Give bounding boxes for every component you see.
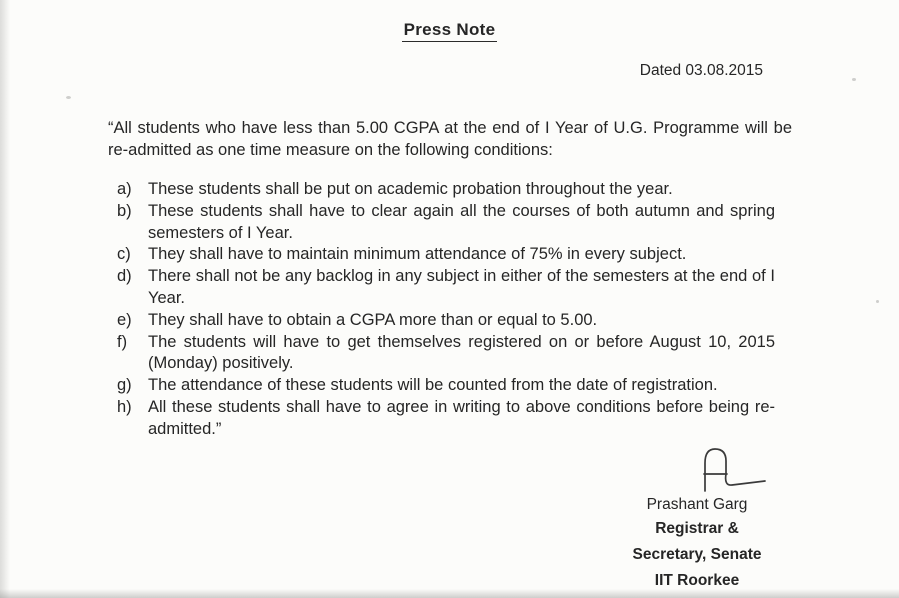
- signature-scribble-icon: [695, 446, 773, 494]
- condition-item-e: [117, 310, 775, 332]
- signatory-organization: IIT Roorkee: [654, 572, 740, 589]
- intro-paragraph: “All students who have less than 5.00 CGPA at the end of I Year of U.G. Programme will be re-admitted as one time measure on the following conditions:: [108, 119, 792, 159]
- condition-text: All these students shall have to agree in writing to above conditions before being re-admitted.”: [148, 397, 775, 438]
- condition-label: h): [117, 397, 132, 416]
- condition-text: The students will have to get themselves registered on or before August 10, 2015 (Monday) positively.: [148, 332, 775, 373]
- condition-label: b): [117, 201, 132, 220]
- document-title-text: Press Note: [402, 20, 498, 42]
- signatory-name: Prashant Garg: [646, 496, 748, 513]
- signature-block: [617, 446, 777, 598]
- condition-text: These students shall have to clear again all the courses of both autumn and spring semesters of I Year.: [148, 201, 775, 242]
- condition-item-d: [117, 266, 775, 310]
- conditions-list: [117, 179, 775, 441]
- scan-speck: [876, 300, 879, 303]
- condition-item-b: [117, 201, 775, 245]
- condition-label: a): [117, 180, 132, 198]
- scan-speck: [66, 96, 71, 99]
- signatory-title-registrar: Registrar &: [655, 520, 739, 537]
- condition-label: e): [117, 310, 132, 329]
- condition-text: There shall not be any backlog in any subject in either of the semesters at the end of I Year.: [148, 267, 775, 307]
- condition-text: These students shall be put on academic probation throughout the year.: [148, 180, 673, 198]
- condition-text: They shall have to obtain a CGPA more than or equal to 5.00.: [148, 310, 598, 329]
- condition-label: f): [117, 332, 128, 351]
- condition-item-h: [117, 397, 775, 441]
- signatory-title-secretary: Secretary, Senate: [632, 546, 762, 563]
- condition-text: The attendance of these students will be counted from the date of registration.: [148, 376, 718, 395]
- condition-label: g): [117, 376, 132, 395]
- document-title: [0, 20, 899, 42]
- scan-speck: [852, 78, 856, 81]
- scan-edge-artifact: [0, 0, 10, 598]
- condition-text: They shall have to maintain minimum attendance of 75% in every subject.: [148, 245, 687, 264]
- condition-label: d): [117, 267, 132, 286]
- condition-label: c): [117, 245, 131, 264]
- condition-item-f: [117, 332, 775, 376]
- condition-item-a: [117, 179, 775, 201]
- condition-item-g: [117, 375, 775, 397]
- document-date: Dated 03.08.2015: [639, 62, 763, 79]
- condition-item-c: [117, 244, 775, 266]
